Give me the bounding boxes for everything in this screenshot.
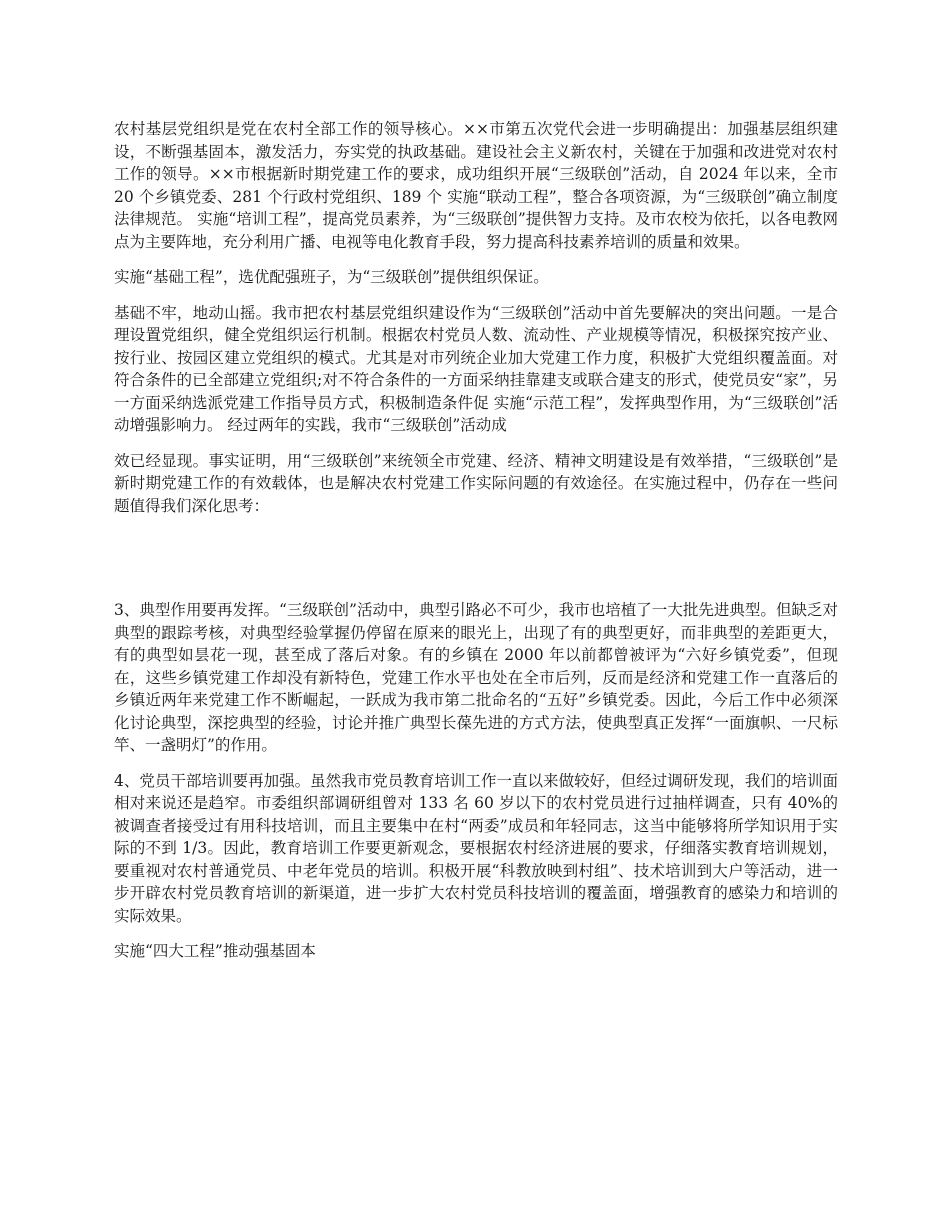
paragraph-closing-heading: 实施“四大工程”推动强基固本 — [114, 942, 316, 960]
paragraph-results: 效已经显现。事实证明，用“三级联创”来统领全市党建、经济、精神文明建设是有效举措，“三级联创”是新时期党建工作的有效载体，也是解决农村党建工作实际问题的有效途径。在实施过程中，仍存在一些问题值得我们深化思考： — [114, 451, 838, 515]
paragraph-intro: 农村基层党组织是党在农村全部工作的领导核心。××市第五次党代会进一步明确提出：加强基层组织建设，不断强基固本，激发活力，夯实党的执政基础。建设社会主义新农村，关键在于加强和改进党对农村工作的领导。××市根据新时期党建工作的要求，成功组织开展“三级联创”活动，自 2024 年以来，全市 20 个乡镇党委、281 个行政村党组织、189 个 实施“联动工程”，整合各项资源，为“三级联创”确立制度法律规范。 实施“培训工程”，提高党员素养，为“三级联创”提供智力支持。及市农校为依托，以各电教网点为主要阵地，充分利用广播、电视等电化教育手段，努力提高科技素养培训的质量和效果。 — [114, 120, 838, 251]
blank-gap — [114, 530, 838, 599]
paragraph-foundation-body: 基础不牢，地动山摇。我市把农村基层党组织建设作为“三级联创”活动中首先要解决的突出问题。一是合理设置党组织，健全党组织运行机制。根据农村党员人数、流动性、产业规模等情况，积极探究按产业、按行业、按园区建立党组织的模式。尤其是对市列统企业加大党建工作力度，积极扩大党组织覆盖面。对符合条件的已全部建立党组织;对不符合条件的一方面采纳挂靠建支或联合建支的形式，使党员安“家”，另一方面采纳选派党建工作指导员方式，积极制造条件促 实施“示范工程”，发挥典型作用，为“三级联创”活动增强影响力。 经过两年的实践，我市“三级联创”活动成 — [114, 303, 838, 434]
paragraph-foundation-heading: 实施“基础工程”，选优配强班子，为“三级联创”提供组织保证。 — [114, 268, 549, 286]
document-body — [114, 118, 838, 976]
paragraph-item-3: 3、典型作用要再发挥。“三级联创”活动中，典型引路必不可少，我市也培植了一大批先进典型。但缺乏对典型的跟踪考核，对典型经验掌握仍停留在原来的眼光上，出现了有的典型更好，而非典型的差距更大，有的典型如昙花一现，甚至成了落后对象。有的乡镇在 2000 年以前都曾被评为“六好乡镇党委”，但现在，这些乡镇党建工作却没有新特色，党建工作水平也处在全市后列，反而是经济和党建工作一直落后的乡镇近两年来党建工作不断崛起，一跃成为我市第二批命名的“五好”乡镇党委。因此，今后工作中必须深化讨论典型，深挖典型的经验，讨论并推广典型长葆先进的方式方法，使典型真正发挥“一面旗帜、一尺标竿、一盏明灯”的作用。 — [114, 601, 838, 754]
paragraph-item-4: 4、党员干部培训要再加强。虽然我市党员教育培训工作一直以来做较好，但经过调研发现，我们的培训面相对来说还是趋窄。市委组织部调研组曾对 133 名 60 岁以下的农村党员进行过抽样调查，只有 40%的被调查者接受过有用科技培训，而且主要集中在村“两委”成员和年轻同志，这当中能够将所学知识用于实际的不到 1/3。因此，教育培训工作要更新观念，要根据农村经济进展的要求，仔细落实教育培训规划，要重视对农村普通党员、中老年党员的培训。积极开展“科教放映到村组”、技术培训到大户等活动，进一步开辟农村党员教育培训的新渠道，进一步扩大农村党员科技培训的覆盖面，增强教育的感染力和培训的实际效果。 — [114, 771, 838, 925]
